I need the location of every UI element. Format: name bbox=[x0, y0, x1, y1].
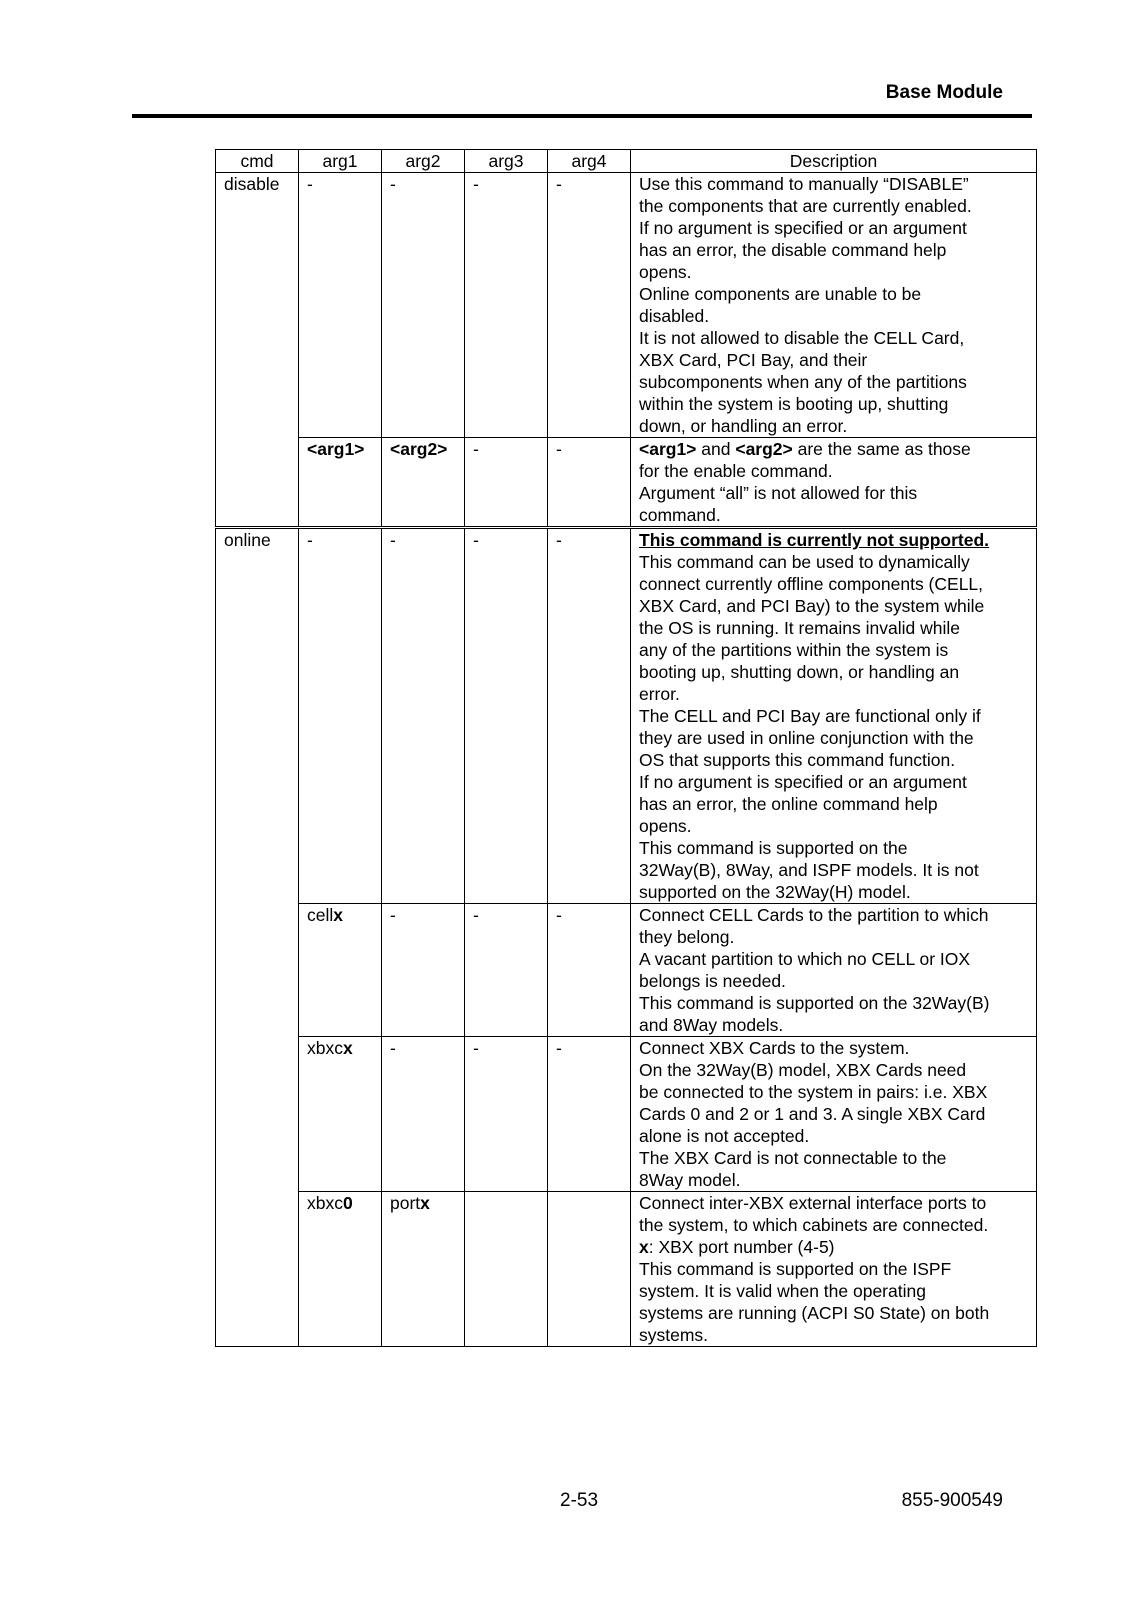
arg2-cell: - bbox=[382, 904, 465, 1037]
arg3-cell: - bbox=[465, 173, 548, 438]
description-line: This command is supported on the 32Way(B) bbox=[639, 993, 990, 1013]
description-line: booting up, shutting down, or handling an bbox=[639, 662, 960, 682]
arg3-cell: - bbox=[465, 1037, 548, 1192]
description-line: subcomponents when any of the partitions bbox=[639, 372, 967, 392]
arg3-cell: - bbox=[465, 904, 548, 1037]
arg1-suffix: x bbox=[333, 905, 343, 925]
header-rule bbox=[132, 114, 1032, 118]
description-line: systems. bbox=[639, 1325, 709, 1345]
arg3-cell bbox=[465, 1192, 548, 1347]
arg1-cell bbox=[299, 904, 382, 1037]
header-description: Description bbox=[631, 150, 1037, 173]
description-line: the OS is running. It remains invalid while bbox=[639, 618, 960, 638]
table-row bbox=[216, 1037, 1037, 1192]
description-line: Cards 0 and 2 or 1 and 3. A single XBX Card bbox=[639, 1104, 986, 1124]
description-cell bbox=[631, 528, 1037, 904]
description-line: alone is not accepted. bbox=[639, 1126, 810, 1146]
arg4-cell bbox=[548, 1192, 631, 1347]
arg2-cell bbox=[382, 438, 465, 528]
description-line: Connect inter-XBX external interface ports to bbox=[639, 1193, 987, 1213]
description-cell bbox=[631, 173, 1037, 438]
description-line: disabled. bbox=[639, 306, 710, 326]
arg1-prefix: xbxc bbox=[307, 1038, 343, 1058]
section-title: Base Module bbox=[885, 82, 1003, 103]
arg1-cell: - bbox=[299, 173, 382, 438]
description-line: Use this command to manually “DISABLE” bbox=[639, 174, 969, 194]
description-line: within the system is booting up, shutting bbox=[639, 394, 949, 414]
description-line: The CELL and PCI Bay are functional only if bbox=[639, 706, 981, 726]
description-line: It is not allowed to disable the CELL Card, bbox=[639, 328, 965, 348]
header-cmd: cmd bbox=[216, 150, 299, 173]
arg1-cell bbox=[299, 1192, 382, 1347]
description-line: and 8Way models. bbox=[639, 1015, 784, 1035]
description-line: connect currently offline components (CELL, bbox=[639, 574, 984, 594]
description-cell bbox=[631, 438, 1037, 528]
arg2-cell: - bbox=[382, 528, 465, 904]
description-line: down, or handling an error. bbox=[639, 416, 848, 436]
description-line: command. bbox=[639, 505, 721, 525]
description-line: has an error, the online command help bbox=[639, 794, 938, 814]
arg2-value: <arg2> bbox=[390, 439, 448, 459]
cmd-cell-continued bbox=[216, 1192, 299, 1347]
arg1-cell bbox=[299, 1037, 382, 1192]
arg1-suffix: x bbox=[342, 1038, 353, 1058]
arg3-cell: - bbox=[465, 528, 548, 904]
arg1-cell bbox=[299, 438, 382, 528]
command-table bbox=[215, 149, 1037, 1347]
description-line bbox=[639, 1236, 1028, 1258]
description-line: If no argument is specified or an argument bbox=[639, 218, 967, 238]
description-line: This command is supported on the ISPF bbox=[639, 1259, 952, 1279]
description-line: for the enable command. bbox=[639, 461, 833, 481]
header-arg2: arg2 bbox=[382, 150, 465, 173]
description-line: be connected to the system in pairs: i.e. XBX bbox=[639, 1082, 988, 1102]
arg2-cell: - bbox=[382, 1037, 465, 1192]
arg1-prefix: cell bbox=[307, 905, 334, 925]
document-number: 855-900549 bbox=[901, 1490, 1003, 1511]
desc-arg2: <arg2> bbox=[735, 439, 793, 459]
description-line: A vacant partition to which no CELL or IOX bbox=[639, 949, 971, 969]
description-line: they belong. bbox=[639, 927, 735, 947]
description-line: they are used in online conjunction with the bbox=[639, 728, 974, 748]
description-line: has an error, the disable command help bbox=[639, 240, 947, 260]
arg4-cell: - bbox=[548, 173, 631, 438]
table-row bbox=[216, 904, 1037, 1037]
description-line: This command can be used to dynamically bbox=[639, 552, 970, 572]
description-line: opens. bbox=[639, 816, 692, 836]
header-arg4: arg4 bbox=[548, 150, 631, 173]
description-line: systems are running (ACPI S0 State) on both bbox=[639, 1303, 990, 1323]
header-arg3: arg3 bbox=[465, 150, 548, 173]
arg1-prefix: xbxc bbox=[307, 1193, 343, 1213]
description-line: The XBX Card is not connectable to the bbox=[639, 1148, 947, 1168]
page-number: 2-53 bbox=[560, 1490, 599, 1511]
description-line: Connect CELL Cards to the partition to which bbox=[639, 905, 989, 925]
arg2-prefix: port bbox=[390, 1193, 421, 1213]
table-row bbox=[216, 1192, 1037, 1347]
not-supported-notice: This command is currently not supported. bbox=[639, 530, 990, 550]
description-line: On the 32Way(B) model, XBX Cards need bbox=[639, 1060, 967, 1080]
description-line: belongs is needed. bbox=[639, 971, 786, 991]
desc-and: and bbox=[696, 439, 736, 459]
desc-rest: are the same as those bbox=[792, 439, 971, 459]
arg3-cell: - bbox=[465, 438, 548, 528]
arg2-suffix: x bbox=[420, 1193, 430, 1213]
description-line: OS that supports this command function. bbox=[639, 750, 956, 770]
table-row bbox=[216, 528, 1037, 904]
description-line: the components that are currently enabled. bbox=[639, 196, 972, 216]
description-line: supported on the 32Way(H) model. bbox=[639, 882, 911, 902]
description-line: Argument “all” is not allowed for this bbox=[639, 483, 918, 503]
description-cell bbox=[631, 1192, 1037, 1347]
arg1-value: <arg1> bbox=[307, 439, 365, 459]
cmd-cell-continued bbox=[216, 1037, 299, 1192]
cmd-cell: disable bbox=[216, 173, 299, 438]
description-line: any of the partitions within the system is bbox=[639, 640, 949, 660]
table-row bbox=[216, 173, 1037, 438]
table-row bbox=[216, 438, 1037, 528]
description-cell bbox=[631, 1037, 1037, 1192]
description-line: 8Way model. bbox=[639, 1170, 741, 1190]
desc-x: x bbox=[639, 1237, 649, 1257]
arg4-cell: - bbox=[548, 528, 631, 904]
description-line: Online components are unable to be bbox=[639, 284, 922, 304]
description-line: This command is supported on the bbox=[639, 838, 908, 858]
arg4-cell: - bbox=[548, 904, 631, 1037]
desc-arg1: <arg1> bbox=[639, 439, 697, 459]
description-line: Connect XBX Cards to the system. bbox=[639, 1038, 910, 1058]
description-line: error. bbox=[639, 684, 680, 704]
description-line: the system, to which cabinets are connected. bbox=[639, 1215, 989, 1235]
cmd-cell: online bbox=[216, 528, 299, 904]
arg1-suffix: 0 bbox=[342, 1193, 353, 1213]
desc-x-rest: : XBX port number (4-5) bbox=[648, 1237, 835, 1257]
arg2-cell bbox=[382, 1192, 465, 1347]
description-cell bbox=[631, 904, 1037, 1037]
cmd-cell-continued bbox=[216, 438, 299, 528]
table-header-row bbox=[216, 150, 1037, 173]
arg4-cell: - bbox=[548, 1037, 631, 1192]
cmd-cell-continued bbox=[216, 904, 299, 1037]
description-line: XBX Card, PCI Bay, and their bbox=[639, 350, 868, 370]
description-line: opens. bbox=[639, 262, 692, 282]
arg2-cell: - bbox=[382, 173, 465, 438]
arg4-cell: - bbox=[548, 438, 631, 528]
description-line: If no argument is specified or an argument bbox=[639, 772, 967, 792]
description-line: XBX Card, and PCI Bay) to the system while bbox=[639, 596, 985, 616]
description-line: 32Way(B), 8Way, and ISPF models. It is not bbox=[639, 860, 979, 880]
arg1-cell: - bbox=[299, 528, 382, 904]
description-line bbox=[639, 438, 1028, 460]
description-line: system. It is valid when the operating bbox=[639, 1281, 926, 1301]
header-arg1: arg1 bbox=[299, 150, 382, 173]
